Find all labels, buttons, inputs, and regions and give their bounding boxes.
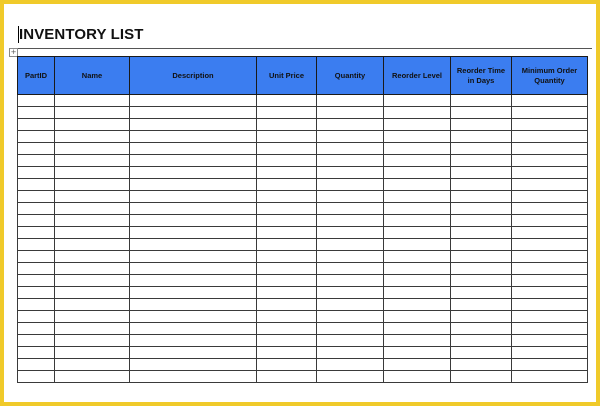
table-cell[interactable] (257, 155, 317, 167)
table-cell[interactable] (317, 323, 384, 335)
table-cell[interactable] (257, 371, 317, 383)
table-cell[interactable] (317, 335, 384, 347)
table-cell[interactable] (18, 227, 55, 239)
table-cell[interactable] (384, 119, 451, 131)
table-cell[interactable] (451, 119, 512, 131)
table-cell[interactable] (451, 287, 512, 299)
table-cell[interactable] (257, 215, 317, 227)
table-cell[interactable] (55, 275, 130, 287)
table-cell[interactable] (257, 359, 317, 371)
table-cell[interactable] (18, 299, 55, 311)
table-cell[interactable] (55, 371, 130, 383)
table-cell[interactable] (317, 275, 384, 287)
table-cell[interactable] (130, 335, 257, 347)
table-cell[interactable] (130, 167, 257, 179)
table-cell[interactable] (55, 335, 130, 347)
table-cell[interactable] (55, 263, 130, 275)
inventory-table (17, 56, 588, 383)
table-cell[interactable] (384, 167, 451, 179)
table-cell[interactable] (451, 167, 512, 179)
table-cell[interactable] (384, 155, 451, 167)
table-cell[interactable] (317, 311, 384, 323)
table-cell[interactable] (18, 107, 55, 119)
table-cell[interactable] (257, 191, 317, 203)
table-row (18, 335, 588, 347)
table-cell[interactable] (451, 143, 512, 155)
table-cell[interactable] (18, 347, 55, 359)
table-cell[interactable] (451, 203, 512, 215)
table-cell[interactable] (384, 347, 451, 359)
table-cell[interactable] (384, 95, 451, 107)
table-cell[interactable] (130, 155, 257, 167)
table-cell[interactable] (257, 335, 317, 347)
table-cell[interactable] (512, 239, 588, 251)
table-cell[interactable] (130, 131, 257, 143)
table-cell[interactable] (512, 167, 588, 179)
table-row (18, 227, 588, 239)
table-row (18, 179, 588, 191)
title-area[interactable] (18, 24, 592, 49)
table-cell[interactable] (130, 179, 257, 191)
table-cell[interactable] (317, 215, 384, 227)
table-cell[interactable] (451, 275, 512, 287)
table-cell[interactable] (384, 287, 451, 299)
table-cell[interactable] (18, 143, 55, 155)
table-cell[interactable] (257, 275, 317, 287)
page-title: INVENTORY LIST (19, 26, 144, 43)
header-reorder-level[interactable]: Reorder Level (384, 57, 451, 95)
table-cell[interactable] (451, 239, 512, 251)
table-row (18, 131, 588, 143)
table-cell[interactable] (384, 323, 451, 335)
table-cell[interactable] (317, 359, 384, 371)
table-cell[interactable] (257, 167, 317, 179)
table-cell[interactable] (130, 251, 257, 263)
table-cell[interactable] (451, 95, 512, 107)
table-cell[interactable] (317, 347, 384, 359)
table-cell[interactable] (451, 179, 512, 191)
table-move-handle-icon[interactable]: + (10, 48, 17, 56)
table-cell[interactable] (512, 347, 588, 359)
table-cell[interactable] (451, 131, 512, 143)
table-cell[interactable] (18, 371, 55, 383)
table-cell[interactable] (18, 155, 55, 167)
table-cell[interactable] (451, 107, 512, 119)
table-cell[interactable] (18, 131, 55, 143)
table-cell[interactable] (130, 311, 257, 323)
table-cell[interactable] (317, 203, 384, 215)
table-cell[interactable] (55, 155, 130, 167)
table-cell[interactable] (384, 143, 451, 155)
table-row (18, 203, 588, 215)
table-cell[interactable] (317, 227, 384, 239)
table-cell[interactable] (317, 251, 384, 263)
table-cell[interactable] (384, 311, 451, 323)
table-row (18, 263, 588, 275)
table-cell[interactable] (55, 119, 130, 131)
table-cell[interactable] (257, 143, 317, 155)
table-cell[interactable] (130, 239, 257, 251)
table-row (18, 251, 588, 263)
table-cell[interactable] (384, 131, 451, 143)
table-cell[interactable] (384, 371, 451, 383)
table-cell[interactable] (512, 215, 588, 227)
table-cell[interactable] (257, 227, 317, 239)
table-cell[interactable] (317, 155, 384, 167)
table-cell[interactable] (512, 191, 588, 203)
table-row (18, 107, 588, 119)
table-cell[interactable] (512, 335, 588, 347)
table-cell[interactable] (18, 359, 55, 371)
table-cell[interactable] (317, 119, 384, 131)
table-cell[interactable] (451, 191, 512, 203)
table-cell[interactable] (451, 335, 512, 347)
table-cell[interactable] (55, 347, 130, 359)
table-cell[interactable] (512, 119, 588, 131)
table-cell[interactable] (512, 131, 588, 143)
table-cell[interactable] (451, 347, 512, 359)
table-cell[interactable] (18, 251, 55, 263)
table-cell[interactable] (18, 119, 55, 131)
table-cell[interactable] (317, 371, 384, 383)
table-cell[interactable] (384, 251, 451, 263)
table-cell[interactable] (317, 191, 384, 203)
table-cell[interactable] (257, 179, 317, 191)
table-cell[interactable] (451, 299, 512, 311)
table-cell[interactable] (18, 275, 55, 287)
table-cell[interactable] (18, 311, 55, 323)
table-cell[interactable] (317, 167, 384, 179)
table-cell[interactable] (130, 347, 257, 359)
table-cell[interactable] (451, 323, 512, 335)
table-cell[interactable] (512, 179, 588, 191)
table-cell[interactable] (451, 227, 512, 239)
table-row (18, 155, 588, 167)
table-cell[interactable] (55, 215, 130, 227)
table-cell[interactable] (512, 311, 588, 323)
table-cell[interactable] (257, 263, 317, 275)
table-cell[interactable] (55, 131, 130, 143)
table-cell[interactable] (384, 203, 451, 215)
table-row (18, 119, 588, 131)
table-cell[interactable] (130, 323, 257, 335)
table-cell[interactable] (384, 227, 451, 239)
table-row (18, 215, 588, 227)
header-quantity[interactable]: Quantity (317, 57, 384, 95)
table-cell[interactable] (130, 143, 257, 155)
table-cell[interactable] (317, 239, 384, 251)
table-cell[interactable] (55, 167, 130, 179)
table-cell[interactable] (512, 371, 588, 383)
header-name[interactable]: Name (55, 57, 130, 95)
header-reorder-time[interactable]: Reorder Time in Days (451, 57, 512, 95)
table-cell[interactable] (130, 227, 257, 239)
table-cell[interactable] (257, 347, 317, 359)
header-description[interactable]: Description (130, 57, 257, 95)
table-cell[interactable] (130, 119, 257, 131)
table-cell[interactable] (18, 215, 55, 227)
table-row (18, 359, 588, 371)
table-cell[interactable] (384, 179, 451, 191)
table-body (18, 95, 588, 383)
table-cell[interactable] (55, 251, 130, 263)
table-row (18, 299, 588, 311)
table-row (18, 371, 588, 383)
table-cell[interactable] (512, 155, 588, 167)
table-row (18, 275, 588, 287)
table-cell[interactable] (55, 191, 130, 203)
table-cell[interactable] (130, 215, 257, 227)
table-cell[interactable] (451, 251, 512, 263)
table-cell[interactable] (512, 263, 588, 275)
table-cell[interactable] (257, 107, 317, 119)
table-row (18, 143, 588, 155)
table-cell[interactable] (55, 95, 130, 107)
table-cell[interactable] (130, 299, 257, 311)
table-cell[interactable] (384, 263, 451, 275)
table-cell[interactable] (317, 299, 384, 311)
table-cell[interactable] (55, 311, 130, 323)
table-cell[interactable] (512, 359, 588, 371)
table-cell[interactable] (317, 107, 384, 119)
table-cell[interactable] (512, 95, 588, 107)
table-cell[interactable] (18, 335, 55, 347)
table-cell[interactable] (257, 119, 317, 131)
table-row (18, 191, 588, 203)
header-part-id[interactable]: PartID (18, 57, 55, 95)
table-cell[interactable] (451, 371, 512, 383)
table-row (18, 167, 588, 179)
table-cell[interactable] (317, 263, 384, 275)
table-cell[interactable] (18, 203, 55, 215)
table-row (18, 311, 588, 323)
table-cell[interactable] (130, 107, 257, 119)
table-cell[interactable] (257, 323, 317, 335)
table-cell[interactable] (257, 287, 317, 299)
table-cell[interactable] (512, 287, 588, 299)
table-cell[interactable] (55, 107, 130, 119)
table-cell[interactable] (384, 335, 451, 347)
table-cell[interactable] (55, 287, 130, 299)
table-cell[interactable] (384, 191, 451, 203)
table-row (18, 323, 588, 335)
table-cell[interactable] (257, 251, 317, 263)
table-cell[interactable] (512, 323, 588, 335)
table-row (18, 239, 588, 251)
table-cell[interactable] (130, 359, 257, 371)
table-cell[interactable] (130, 287, 257, 299)
table-row (18, 95, 588, 107)
table-row (18, 347, 588, 359)
table-cell[interactable] (384, 275, 451, 287)
table-cell[interactable] (55, 143, 130, 155)
table-cell[interactable] (512, 251, 588, 263)
table-cell[interactable] (512, 227, 588, 239)
table-cell[interactable] (55, 323, 130, 335)
table-cell[interactable] (317, 143, 384, 155)
table-cell[interactable] (384, 299, 451, 311)
table-cell[interactable] (317, 179, 384, 191)
table-cell[interactable] (451, 263, 512, 275)
table-cell[interactable] (130, 275, 257, 287)
table-cell[interactable] (384, 239, 451, 251)
table-cell[interactable] (451, 215, 512, 227)
header-unit-price[interactable]: Unit Price (257, 57, 317, 95)
header-minimum-order-quantity[interactable]: Minimum Order Quantity (512, 57, 588, 95)
table-cell[interactable] (317, 287, 384, 299)
table-cell[interactable] (512, 107, 588, 119)
table-cell[interactable] (55, 359, 130, 371)
table-cell[interactable] (257, 311, 317, 323)
table-cell[interactable] (512, 203, 588, 215)
table-cell[interactable] (384, 107, 451, 119)
table-cell[interactable] (130, 371, 257, 383)
table-row (18, 287, 588, 299)
table-cell[interactable] (130, 263, 257, 275)
table-cell[interactable] (257, 203, 317, 215)
table-cell[interactable] (257, 131, 317, 143)
table-cell[interactable] (18, 179, 55, 191)
table-cell[interactable] (55, 299, 130, 311)
table-cell[interactable] (384, 359, 451, 371)
table-cell[interactable] (55, 203, 130, 215)
table-header-row (18, 57, 588, 95)
table-cell[interactable] (451, 311, 512, 323)
table-cell[interactable] (384, 215, 451, 227)
table-cell[interactable] (317, 131, 384, 143)
table-cell[interactable] (18, 323, 55, 335)
table-cell[interactable] (512, 143, 588, 155)
table-cell[interactable] (257, 299, 317, 311)
table-cell[interactable] (18, 191, 55, 203)
document-page (4, 4, 596, 402)
table-cell[interactable] (18, 95, 55, 107)
table-cell[interactable] (257, 95, 317, 107)
table-cell[interactable] (55, 179, 130, 191)
table-cell[interactable] (130, 191, 257, 203)
table-cell[interactable] (451, 359, 512, 371)
table-cell[interactable] (55, 239, 130, 251)
table-cell[interactable] (18, 167, 55, 179)
table-cell[interactable] (18, 239, 55, 251)
table-cell[interactable] (257, 239, 317, 251)
table-cell[interactable] (55, 227, 130, 239)
table-cell[interactable] (18, 263, 55, 275)
table-cell[interactable] (18, 287, 55, 299)
table-cell[interactable] (512, 275, 588, 287)
table-cell[interactable] (451, 155, 512, 167)
table-cell[interactable] (317, 95, 384, 107)
table-cell[interactable] (130, 95, 257, 107)
table-cell[interactable] (130, 203, 257, 215)
table-cell[interactable] (512, 299, 588, 311)
